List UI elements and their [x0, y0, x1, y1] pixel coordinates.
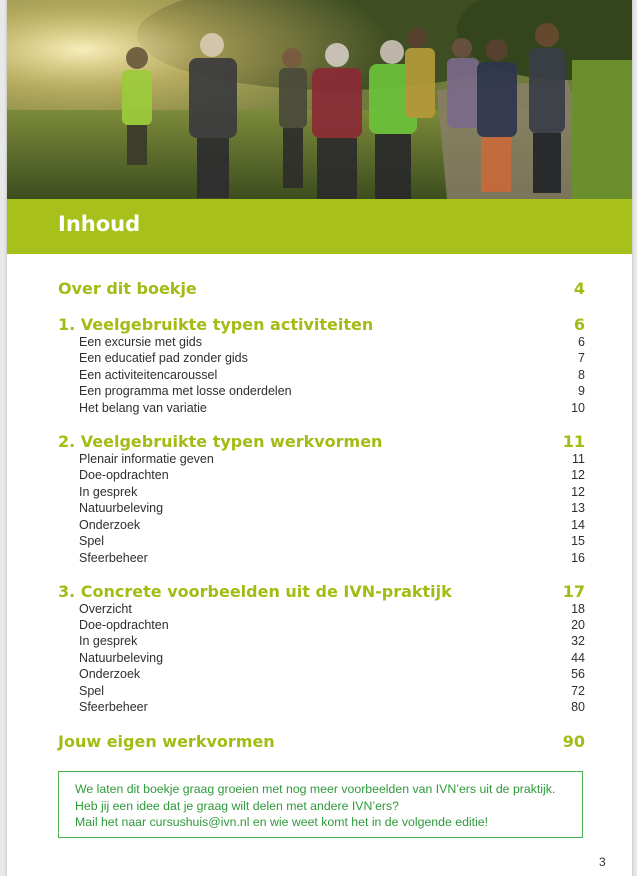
- toc-label: 2. Veelgebruikte typen werkvormen: [58, 432, 383, 451]
- toc-row[interactable]: [58, 384, 585, 398]
- toc-label: Een educatief pad zonder gids: [79, 351, 248, 365]
- toc-page: 6: [573, 315, 585, 334]
- group-nature-walk-photo: [7, 0, 632, 199]
- toc-page: 72: [571, 684, 585, 698]
- toc-page: 8: [578, 368, 585, 382]
- toc-page: 16: [571, 551, 585, 565]
- toc-page: 12: [571, 468, 585, 482]
- toc-row[interactable]: [58, 452, 585, 466]
- toc-row[interactable]: [58, 667, 585, 681]
- toc-page: 18: [571, 602, 585, 616]
- toc-row[interactable]: [58, 700, 585, 714]
- toc-row[interactable]: [58, 534, 585, 548]
- toc-row[interactable]: [58, 651, 585, 665]
- toc-label: Overzicht: [79, 602, 132, 616]
- toc-row[interactable]: [58, 351, 585, 365]
- note-line[interactable]: Mail het naar cursushuis@ivn.nl en wie weet komt het in de volgende editie!: [75, 815, 489, 829]
- toc-label: In gesprek: [79, 634, 138, 648]
- toc-row[interactable]: [58, 732, 585, 751]
- note-line: We laten dit boekje graag groeien met nog meer voorbeelden van IVN’ers uit de praktijk.: [75, 782, 556, 796]
- toc-label: Een programma met losse onderdelen: [79, 384, 292, 398]
- toc-row[interactable]: [58, 602, 585, 616]
- toc-page: 90: [562, 732, 585, 751]
- page-title: Inhoud: [58, 212, 141, 236]
- toc-page: 7: [578, 351, 585, 365]
- toc-label: 1. Veelgebruikte typen activiteiten: [58, 315, 374, 334]
- toc-label: In gesprek: [79, 485, 138, 499]
- note-line: Heb jij een idee dat je graag wilt delen met andere IVN’ers?: [75, 798, 400, 813]
- toc-page: 56: [571, 667, 585, 681]
- toc-label: Doe-opdrachten: [79, 618, 169, 632]
- toc-row[interactable]: [58, 485, 585, 499]
- toc-label: Een excursie met gids: [79, 335, 202, 349]
- toc-label: Onderzoek: [79, 518, 141, 532]
- toc-label: Onderzoek: [79, 667, 141, 681]
- toc-row[interactable]: [58, 279, 585, 298]
- toc-page: 9: [578, 384, 585, 398]
- toc-page: 15: [571, 534, 585, 548]
- toc-row[interactable]: [58, 432, 585, 451]
- toc-row[interactable]: [58, 618, 585, 632]
- header-photo: [7, 0, 632, 199]
- toc-label: Natuurbeleving: [79, 501, 164, 515]
- toc-label: Sfeerbeheer: [79, 551, 148, 565]
- toc-page: 13: [571, 501, 585, 515]
- toc-page: 14: [571, 518, 585, 532]
- toc-label: Spel: [79, 534, 105, 548]
- toc-page: 32: [571, 634, 585, 648]
- toc-row[interactable]: [58, 518, 585, 532]
- toc-page: 11: [562, 432, 585, 451]
- toc-label: Sfeerbeheer: [79, 700, 148, 714]
- toc-label: Jouw eigen werkvormen: [58, 732, 275, 751]
- toc-page: 10: [571, 401, 585, 415]
- title-band: [7, 199, 632, 254]
- toc-page: 12: [571, 485, 585, 499]
- toc-row[interactable]: [58, 335, 585, 349]
- toc-page: 6: [578, 335, 585, 349]
- toc-label: 3. Concrete voorbeelden uit de IVN-praktijk: [58, 582, 452, 601]
- toc-row[interactable]: [58, 501, 585, 515]
- toc-label: Een activiteitencaroussel: [79, 368, 218, 382]
- document-page: [7, 0, 632, 876]
- toc-page: 17: [562, 582, 585, 601]
- page-number: 3: [599, 855, 606, 869]
- toc-page: 11: [572, 452, 585, 466]
- toc-label: Over dit boekje: [58, 279, 197, 298]
- toc-page: 44: [571, 651, 585, 665]
- toc-label: Het belang van variatie: [79, 401, 207, 415]
- toc-label: Plenair informatie geven: [79, 452, 214, 466]
- toc-row[interactable]: [58, 368, 585, 382]
- toc-row[interactable]: [58, 634, 585, 648]
- toc-row[interactable]: [58, 551, 585, 565]
- toc-label: Doe-opdrachten: [79, 468, 169, 482]
- contribution-note-box: [58, 771, 583, 838]
- toc-row[interactable]: [58, 468, 585, 482]
- toc-row[interactable]: [58, 582, 585, 601]
- toc-page: 4: [573, 279, 585, 298]
- toc-row[interactable]: [58, 684, 585, 698]
- toc-row[interactable]: [58, 315, 585, 334]
- toc-row[interactable]: [58, 401, 585, 415]
- toc-label: Spel: [79, 684, 105, 698]
- toc-page: 20: [571, 618, 585, 632]
- toc-label: Natuurbeleving: [79, 651, 164, 665]
- toc-page: 80: [571, 700, 585, 714]
